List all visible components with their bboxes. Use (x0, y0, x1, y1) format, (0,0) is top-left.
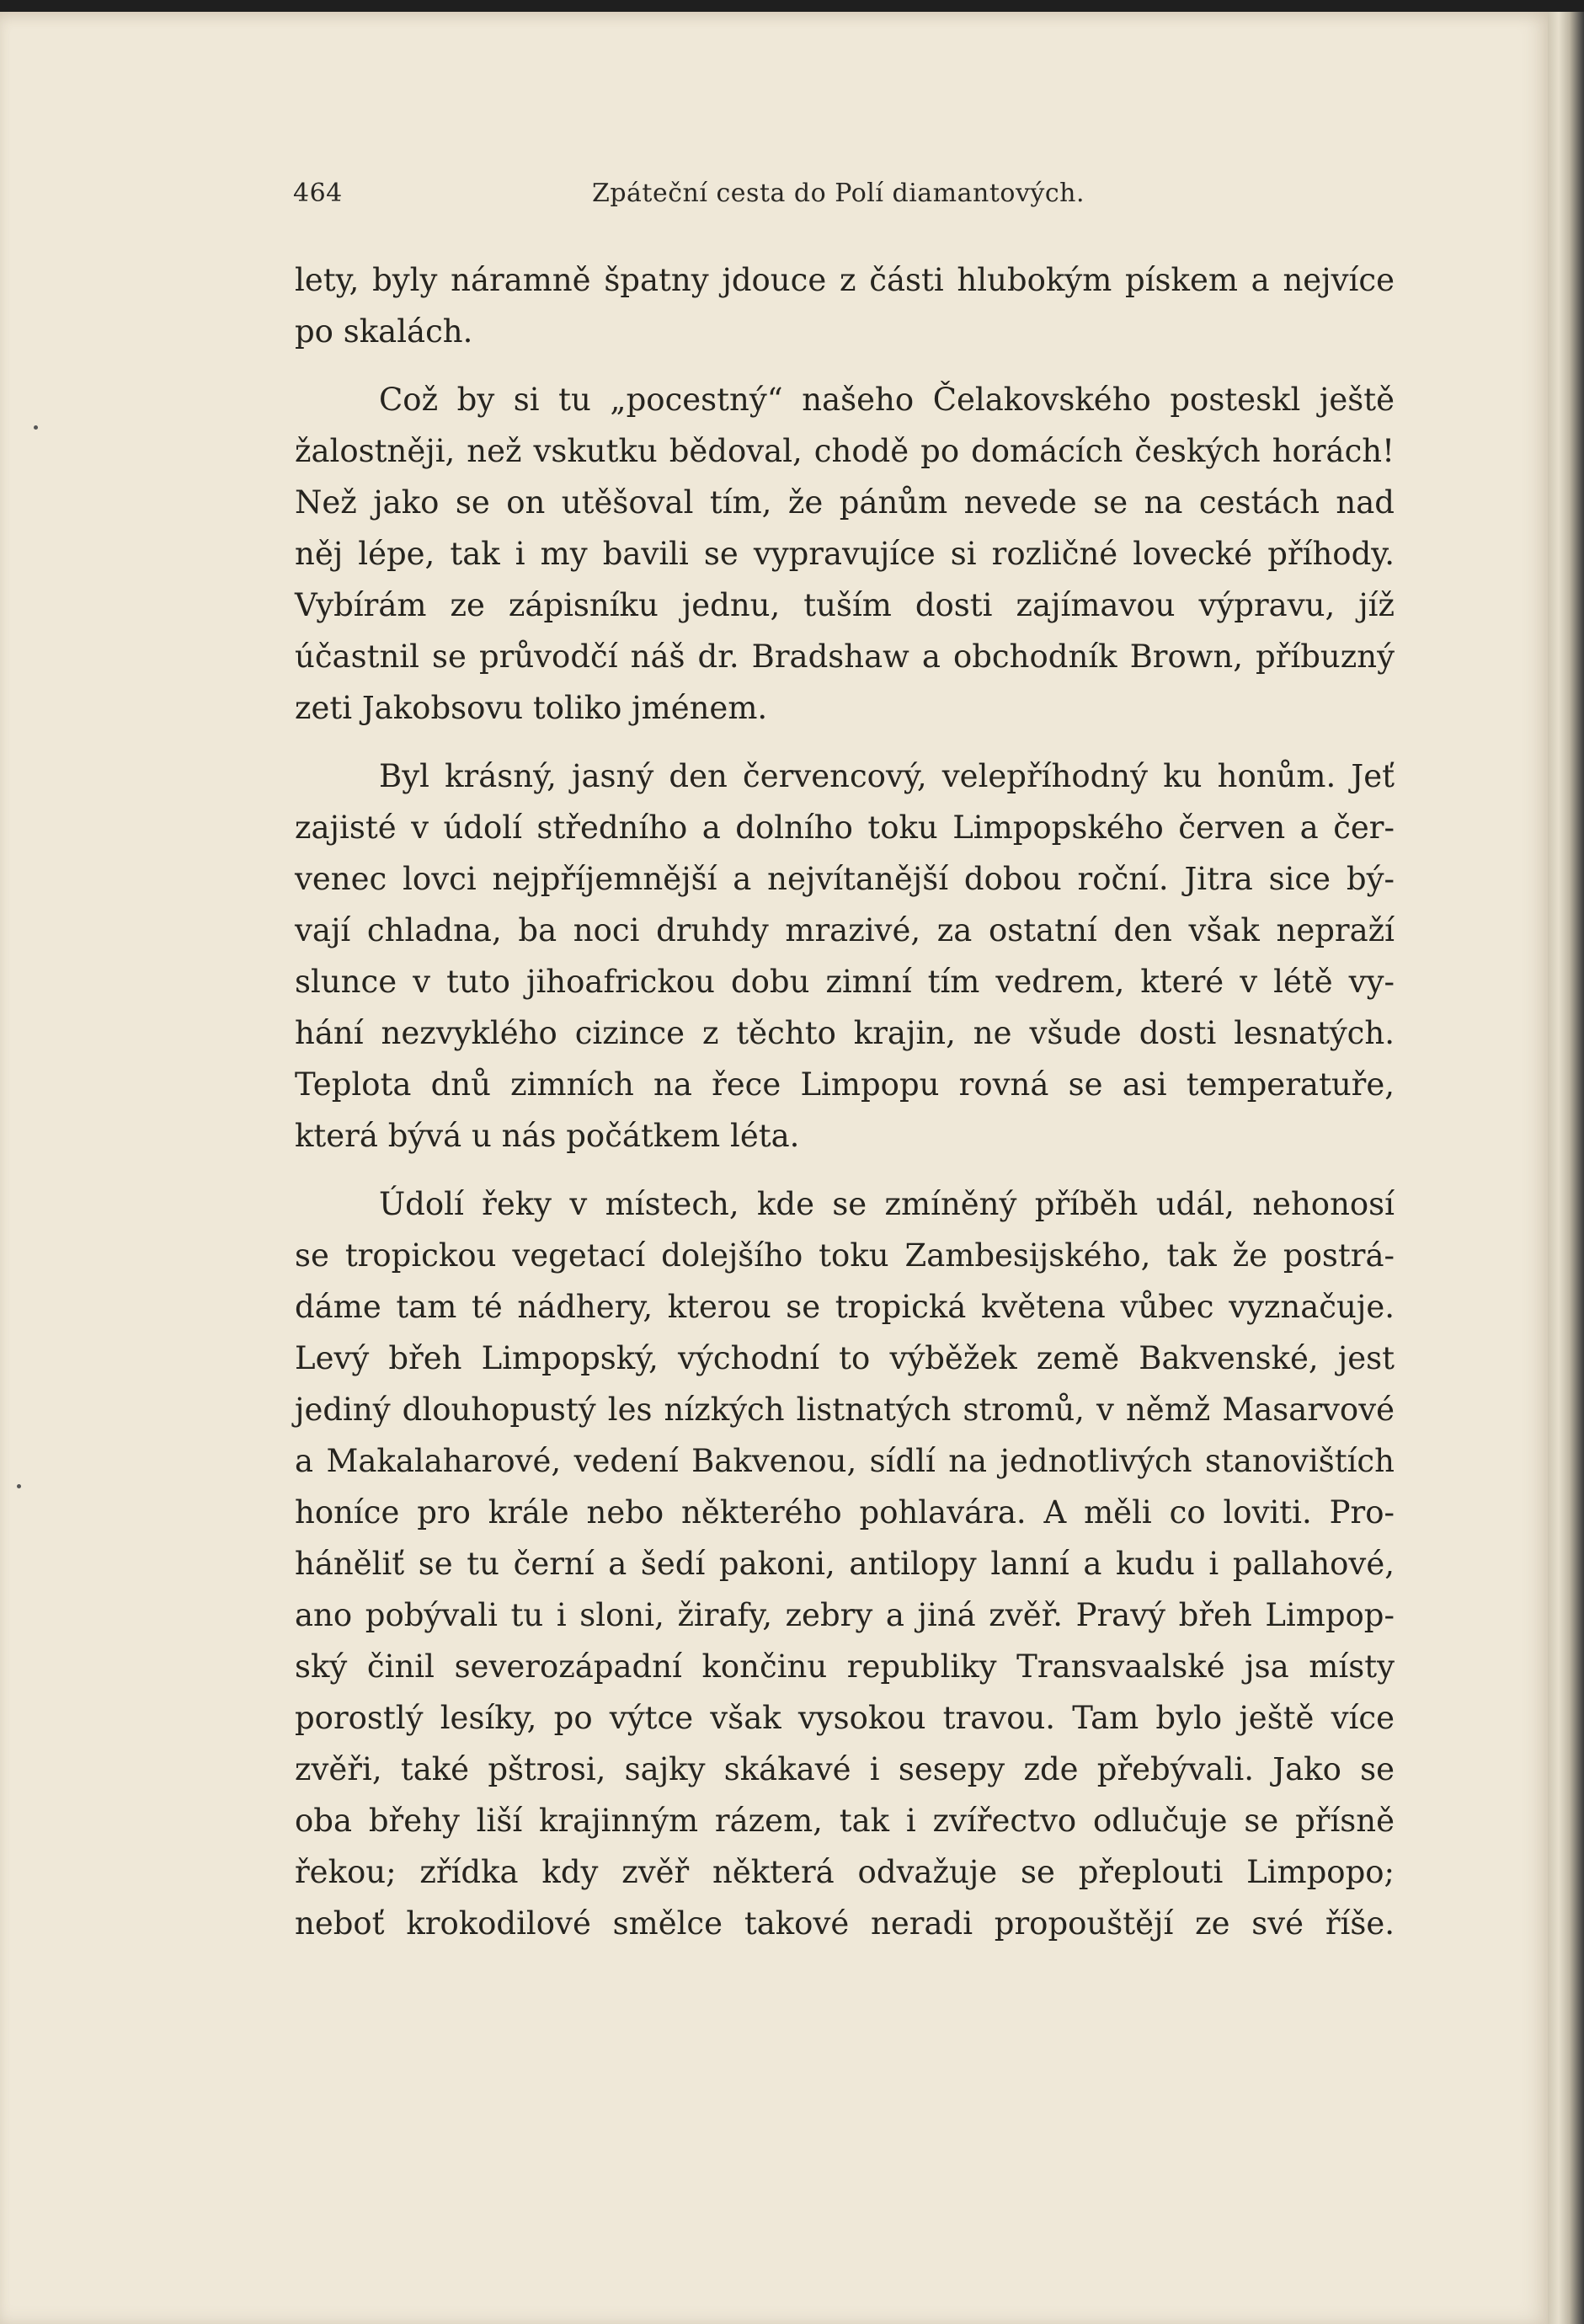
body-text (295, 254, 1395, 1949)
text-line: Vybírám ze zápisníku jednu, tuším dosti zajímavou výpravu, jíž (295, 587, 1395, 623)
text-line: porostlý lesíky, po výtce však vysokou travou. Tam bylo ještě více (295, 1700, 1395, 1736)
text-line: Teplota dnů zimních na řece Limpopu rovná se asi temperatuře, (295, 1066, 1395, 1103)
text-line: Než jako se on utěšoval tím, že pánům nevede se na cestách nad (295, 484, 1395, 521)
text-line: Což by si tu „pocestný“ našeho Čelakovského posteskl ještě (379, 382, 1395, 418)
running-title: Zpáteční cesta do Polí diamantových. (592, 179, 1085, 208)
text-line: a Makalaharové, vedení Bakvenou, sídlí na jednotlivých stanovištích (295, 1443, 1395, 1479)
paragraph (295, 751, 1395, 1162)
text-line: Byl krásný, jasný den červencový, velepříhodný ku honům. Jeť (379, 758, 1395, 794)
margin-speck (17, 1484, 21, 1488)
text-line: hání nezvyklého cizince z těchto krajin, ne všude dosti lesnatých. (295, 1015, 1395, 1051)
text-line: Levý břeh Limpopský, východní to výběžek země Bakvenské, jest (295, 1340, 1395, 1376)
text-line: Údolí řeky v místech, kde se zmíněný příběh udál, nehonosí (379, 1186, 1395, 1222)
book-spine (1548, 12, 1584, 2324)
text-line: řekou; zřídka kdy zvěř některá odvažuje se přeplouti Limpopo; (295, 1854, 1395, 1890)
text-line: něj lépe, tak i my bavili se vypravujíce si rozličné lovecké příhody. (295, 536, 1395, 572)
text-line: háněliť se tu černí a šedí pakoni, antilopy lanní a kudu i pallahové, (295, 1546, 1395, 1582)
text-line: ano pobývali tu i sloni, žirafy, zebry a jiná zvěř. Pravý břeh Limpop- (295, 1597, 1395, 1633)
text-line: venec lovci nejpříjemnější a nejvítanější dobou roční. Jitra sice bý- (295, 861, 1395, 897)
text-line: žalostněji, než vskutku bědoval, chodě po domácích českých horách! (295, 433, 1395, 469)
text-line: oba břehy liší krajinným rázem, tak i zvířectvo odlučuje se přísně (295, 1803, 1395, 1839)
text-line: lety, byly náramně špatny jdouce z části hlubokým pískem a nejvíce (295, 262, 1395, 298)
text-line: se tropickou vegetací dolejšího toku Zambesijského, tak že postrá- (295, 1237, 1395, 1274)
paragraph (295, 1178, 1395, 1949)
text-line: slunce v tuto jihoafrickou dobu zimní tím vedrem, které v létě vy- (295, 964, 1395, 1000)
page-number: 464 (293, 179, 343, 208)
text-line: která bývá u nás počátkem léta. (295, 1118, 800, 1154)
text-line: vají chladna, ba noci druhdy mrazivé, za ostatní den však nepraží (295, 912, 1395, 948)
text-line: po skalách. (295, 313, 473, 350)
text-line: honíce pro krále nebo některého pohlavára. A měli co loviti. Pro- (295, 1494, 1395, 1531)
text-line: dáme tam té nádhery, kterou se tropická květena vůbec vyznačuje. (295, 1289, 1395, 1325)
text-line: zeti Jakobsovu toliko jménem. (295, 690, 768, 726)
text-line: zajisté v údolí středního a dolního toku Limpopského červen a čer- (295, 809, 1395, 846)
running-head (293, 179, 1395, 221)
paragraph (295, 374, 1395, 734)
text-line: zvěři, také pštrosi, sajky skákavé i sesepy zde přebývali. Jako se (295, 1751, 1395, 1787)
margin-speck (34, 425, 38, 430)
paragraph (295, 254, 1395, 357)
text-line: neboť krokodilové smělce takové neradi propouštějí ze své říše. (295, 1905, 1395, 1942)
text-line: účastnil se průvodčí náš dr. Bradshaw a obchodník Brown, příbuzný (295, 638, 1395, 675)
text-line: ský činil severozápadní končinu republiky Transvaalské jsa místy (295, 1648, 1395, 1685)
text-line: jediný dlouhopustý les nízkých listnatých stromů, v němž Masarvové (295, 1392, 1395, 1428)
